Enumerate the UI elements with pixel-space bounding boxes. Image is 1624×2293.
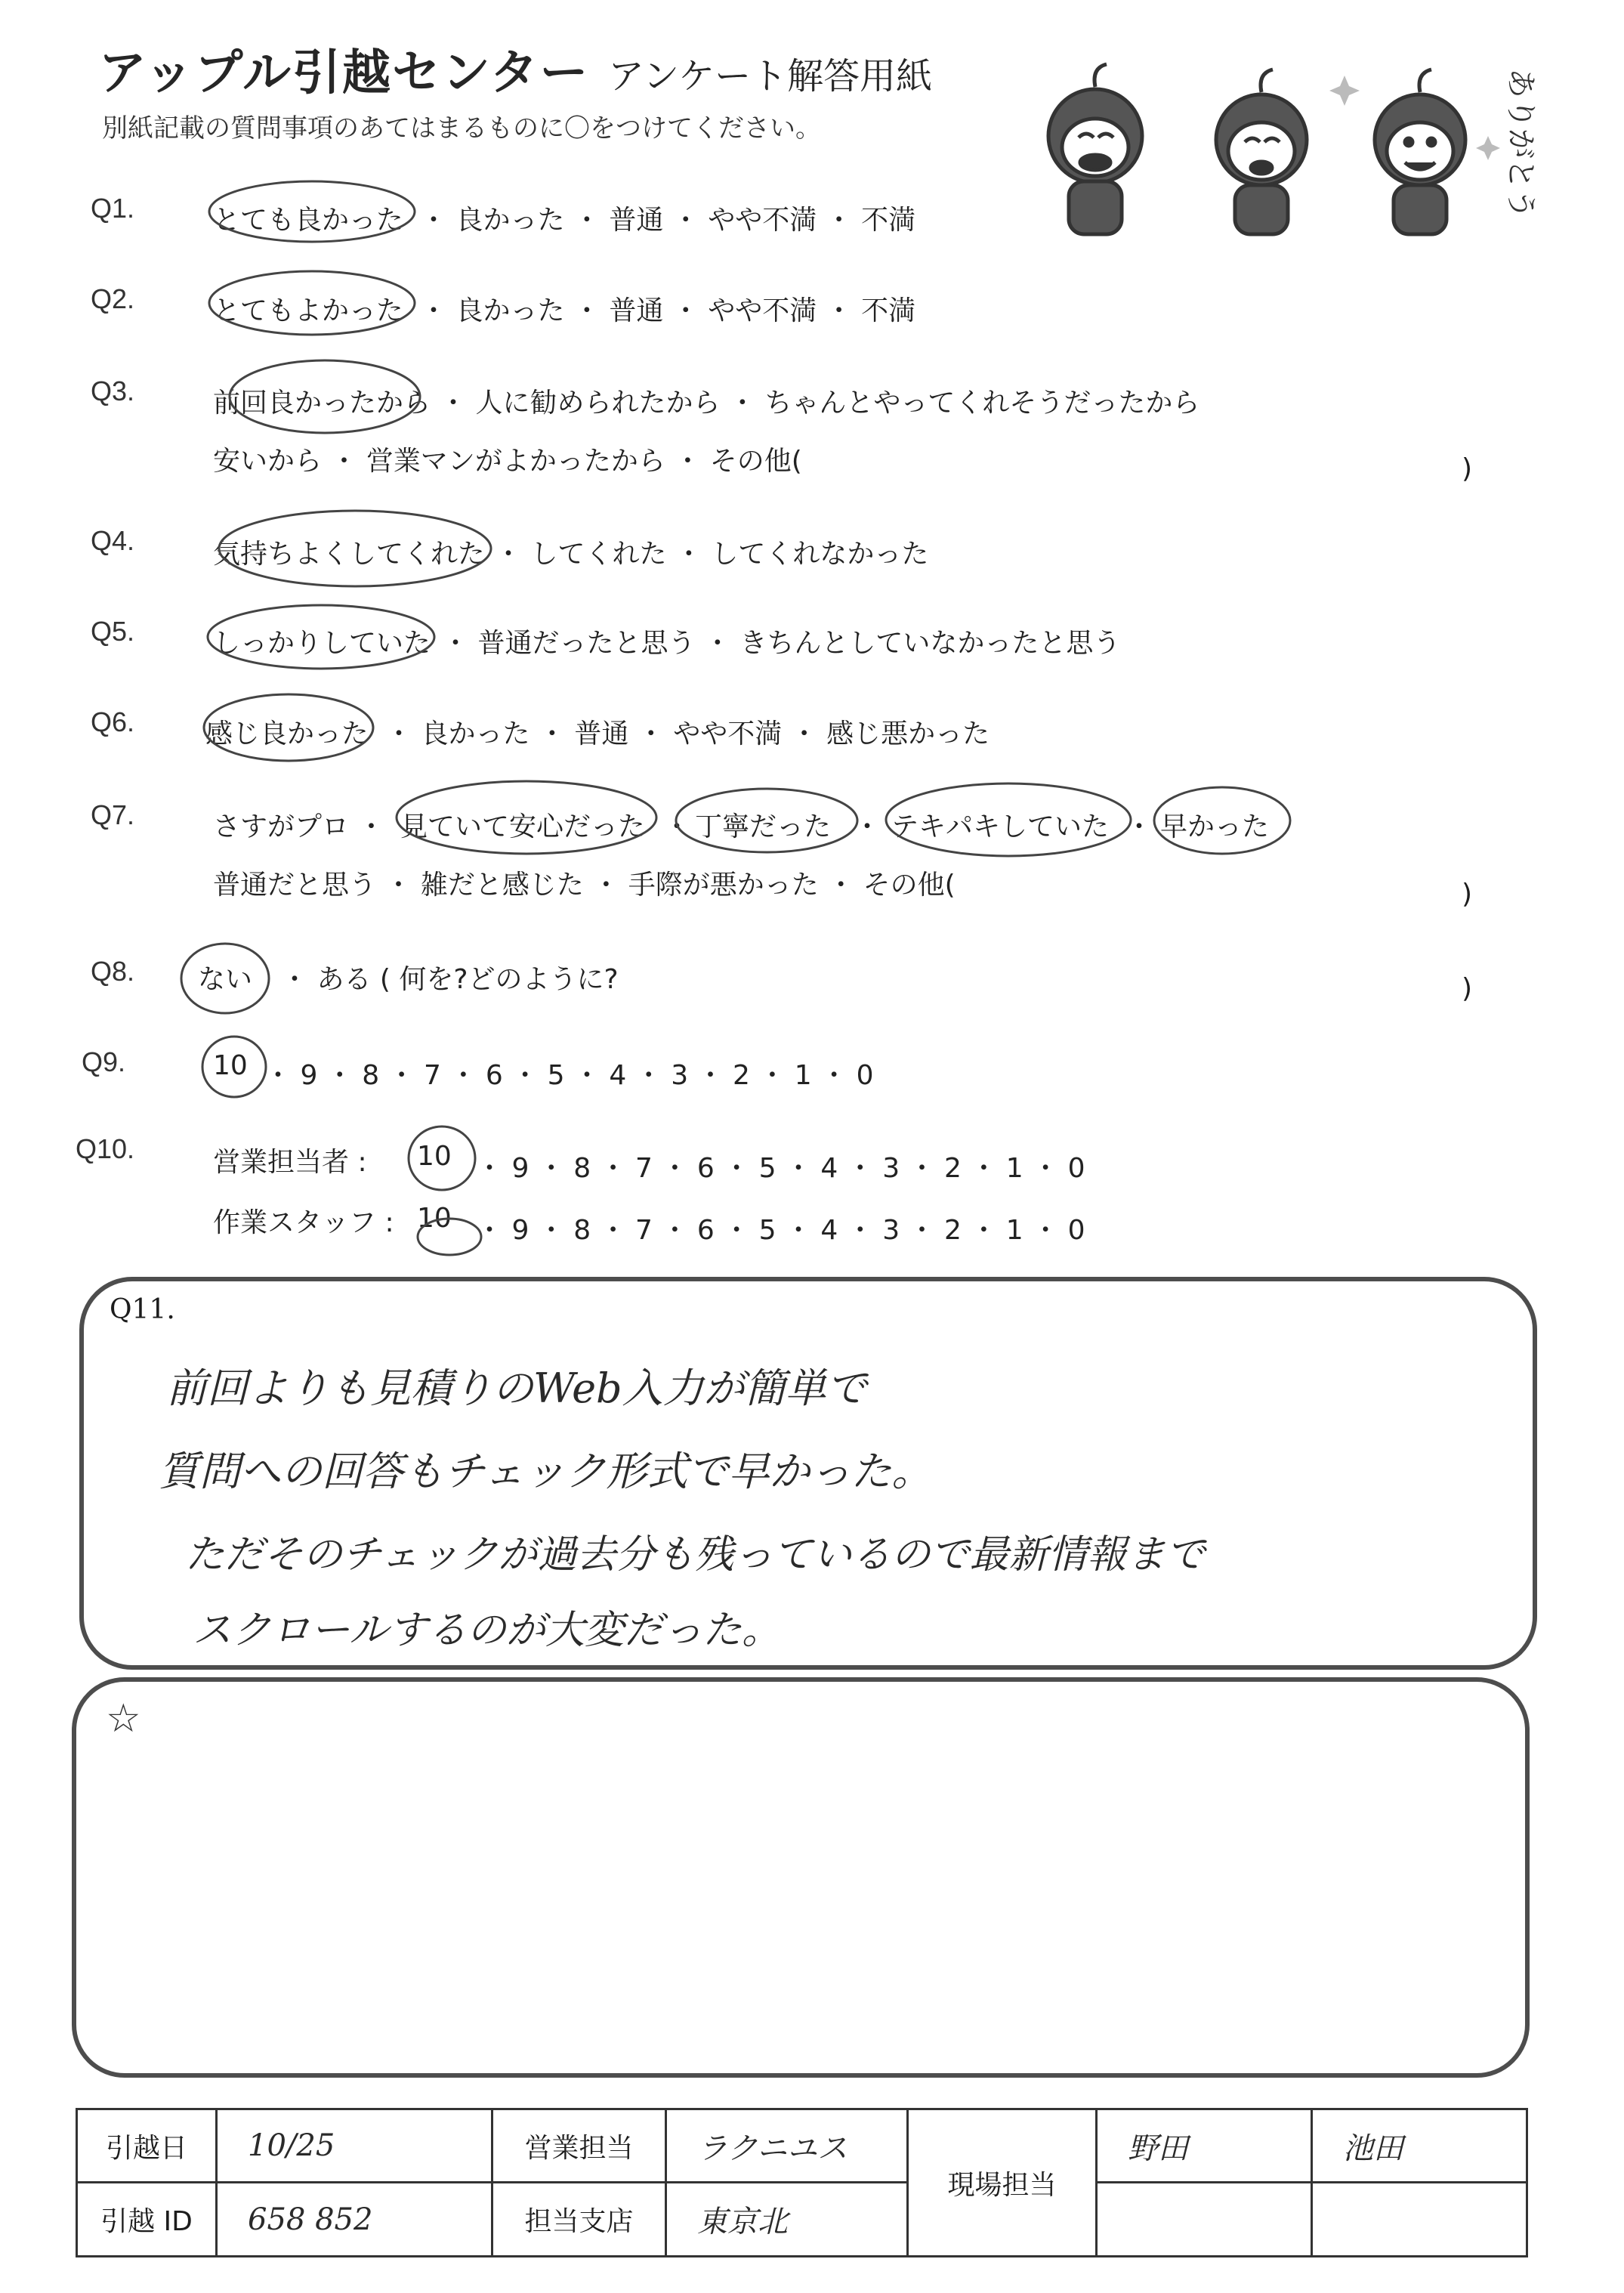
monkey-mascot-2 xyxy=(1216,70,1307,234)
q10-sales-selected[interactable]: 10 xyxy=(417,1141,452,1172)
q9-label: Q9. xyxy=(82,1046,126,1077)
q2-option-selected[interactable]: とてもよかった xyxy=(213,295,404,326)
q10-staff-selection-circle xyxy=(412,1213,487,1265)
q1-label: Q1. xyxy=(91,193,135,224)
q4-option-selected[interactable]: 気持ちよくしてくれた xyxy=(213,539,486,570)
q10-staff-selected[interactable]: 10 xyxy=(417,1203,452,1234)
q5-label: Q5. xyxy=(91,616,135,647)
branch-label: 担当支店 xyxy=(492,2183,666,2257)
sales-rep-value: ラクニユス xyxy=(666,2109,908,2183)
q5-selection-circle xyxy=(200,593,449,676)
q10-sales-options-rest[interactable]: ・ 9 ・ 8 ・ 7 ・ 6 ・ 5 ・ 4 ・ 3 ・ 2 ・ 1 ・ 0 xyxy=(476,1153,1085,1184)
q2-label: Q2. xyxy=(91,283,135,314)
q7-selection-circle-2 xyxy=(668,778,865,861)
move-date-label: 引越日 xyxy=(77,2109,217,2183)
q7-close-paren: ) xyxy=(1462,879,1473,910)
q6-options-rest[interactable]: ・ 良かった ・ 普通 ・ やや不満 ・ 感じ悪かった xyxy=(385,718,990,749)
q9-selection-circle xyxy=(193,1028,276,1111)
q8-label: Q8. xyxy=(91,956,135,987)
q3-options-rest[interactable]: ・ 人に勧められたから ・ ちゃんとやってくれそうだったから xyxy=(440,388,1200,419)
q7-selection-circle-3 xyxy=(880,774,1137,865)
q10-staff-options-rest[interactable]: ・ 9 ・ 8 ・ 7 ・ 6 ・ 5 ・ 4 ・ 3 ・ 2 ・ 1 ・ 0 xyxy=(476,1215,1085,1246)
q7-sep-1: ・ xyxy=(663,811,691,842)
form-subtitle: アンケート解答用紙 xyxy=(608,55,933,97)
site-staff-empty-2 xyxy=(1312,2183,1527,2257)
q7-option-teinei[interactable]: 丁寧だった xyxy=(695,811,832,842)
q5-options-rest[interactable]: ・ 普通だったと思う ・ きちんとしていなかったと思う xyxy=(442,628,1121,659)
q7-options-line2[interactable]: 普通だと思う ・ 雑だと感じた ・ 手際が悪かった ・ その他( xyxy=(213,870,956,901)
site-staff-label: 現場担当 xyxy=(908,2109,1097,2257)
move-date-value: 10/25 xyxy=(217,2109,492,2183)
q7-label: Q7. xyxy=(91,799,135,830)
star-comment-box xyxy=(72,1677,1530,2078)
q10-sales-label: 営業担当者 : xyxy=(213,1147,367,1178)
instruction-text: 別紙記載の質問事項のあてはまるものに〇をつけてください。 xyxy=(102,113,821,144)
q3-close-paren: ) xyxy=(1462,453,1473,484)
q7-option-tekipaki[interactable]: テキパキしていた xyxy=(891,811,1110,842)
q9-option-selected[interactable]: 10 xyxy=(213,1050,248,1081)
q7-option-anshin[interactable]: 見ていて安心だった xyxy=(400,811,646,842)
q3-options-line2[interactable]: 安いから ・ 営業マンがよかったから ・ その他( xyxy=(213,446,802,477)
q10-staff-label: 作業スタッフ : xyxy=(213,1207,394,1238)
footer-info-table xyxy=(76,2108,1528,2257)
q5-option-selected[interactable]: しっかりしていた xyxy=(213,628,431,659)
q1-option-selected[interactable]: とても良かった xyxy=(213,205,404,236)
q11-label: Q11. xyxy=(110,1294,175,1325)
move-id-label: 引越 ID xyxy=(77,2183,217,2257)
q7-sep-2: ・ xyxy=(854,811,881,842)
q4-label: Q4. xyxy=(91,525,135,556)
sales-rep-label: 営業担当 xyxy=(492,2109,666,2183)
move-id-value: 658 852 xyxy=(217,2183,492,2257)
q11-handwritten-line-2: 質問への回答もチェック形式で早かった。 xyxy=(159,1448,933,1495)
q3-option-selected[interactable]: 前回良かったから xyxy=(213,388,431,419)
q7-option-pro[interactable]: さすがプロ ・ xyxy=(213,811,385,842)
monkey-mascots-illustration xyxy=(1012,53,1541,249)
q10-sales-selection-circle xyxy=(400,1117,483,1200)
q8-close-paren: ) xyxy=(1462,973,1473,1004)
q1-options-rest[interactable]: ・ 良かった ・ 普通 ・ やや不満 ・ 不満 xyxy=(420,205,916,236)
site-staff-1: 野田 xyxy=(1097,2109,1312,2183)
q8-options-rest[interactable]: ・ ある ( 何を?どのように? xyxy=(281,964,619,995)
q8-selection-circle xyxy=(172,937,278,1028)
q9-options-rest[interactable]: ・ 9 ・ 8 ・ 7 ・ 6 ・ 5 ・ 4 ・ 3 ・ 2 ・ 1 ・ 0 xyxy=(264,1060,874,1091)
q6-selection-circle xyxy=(196,684,385,767)
q7-selection-circle-4 xyxy=(1147,778,1298,861)
q2-options-rest[interactable]: ・ 良かった ・ 普通 ・ やや不満 ・ 不満 xyxy=(420,295,916,326)
q11-handwritten-line-4: スクロールするのが大変だった。 xyxy=(193,1608,781,1653)
q1-selection-circle xyxy=(202,172,421,248)
q11-handwritten-line-3: ただそのチェックが過去分も残っているので最新情報まで xyxy=(185,1532,1206,1578)
q10-label: Q10. xyxy=(76,1133,135,1164)
q6-option-selected[interactable]: 感じ良かった xyxy=(205,718,369,749)
q7-sep-3: ・ xyxy=(1125,811,1153,842)
q8-option-selected[interactable]: ない xyxy=(198,964,253,995)
q3-label: Q3. xyxy=(91,375,135,406)
branch-value: 東京北 xyxy=(666,2183,908,2257)
arigatou-text: ありがとう xyxy=(1503,68,1538,219)
monkey-mascot-3 xyxy=(1375,70,1465,234)
star-icon: ☆ xyxy=(106,1696,141,1741)
monkey-mascot-1 xyxy=(1048,64,1142,234)
q6-label: Q6. xyxy=(91,706,135,737)
brand-title: アップル引越センター xyxy=(98,45,590,101)
q4-selection-circle xyxy=(211,499,499,589)
q7-selection-circle-1 xyxy=(389,771,668,861)
q2-selection-circle xyxy=(202,261,421,337)
site-staff-2: 池田 xyxy=(1312,2109,1527,2183)
q7-option-hayakatta[interactable]: 早かった xyxy=(1160,811,1270,842)
q11-handwritten-line-1: 前回よりも見積りのWeb入力が簡単で xyxy=(166,1364,867,1412)
site-staff-empty-1 xyxy=(1097,2183,1312,2257)
q3-selection-circle xyxy=(219,344,438,434)
q4-options-rest[interactable]: ・ してくれた ・ してくれなかった xyxy=(495,539,929,570)
